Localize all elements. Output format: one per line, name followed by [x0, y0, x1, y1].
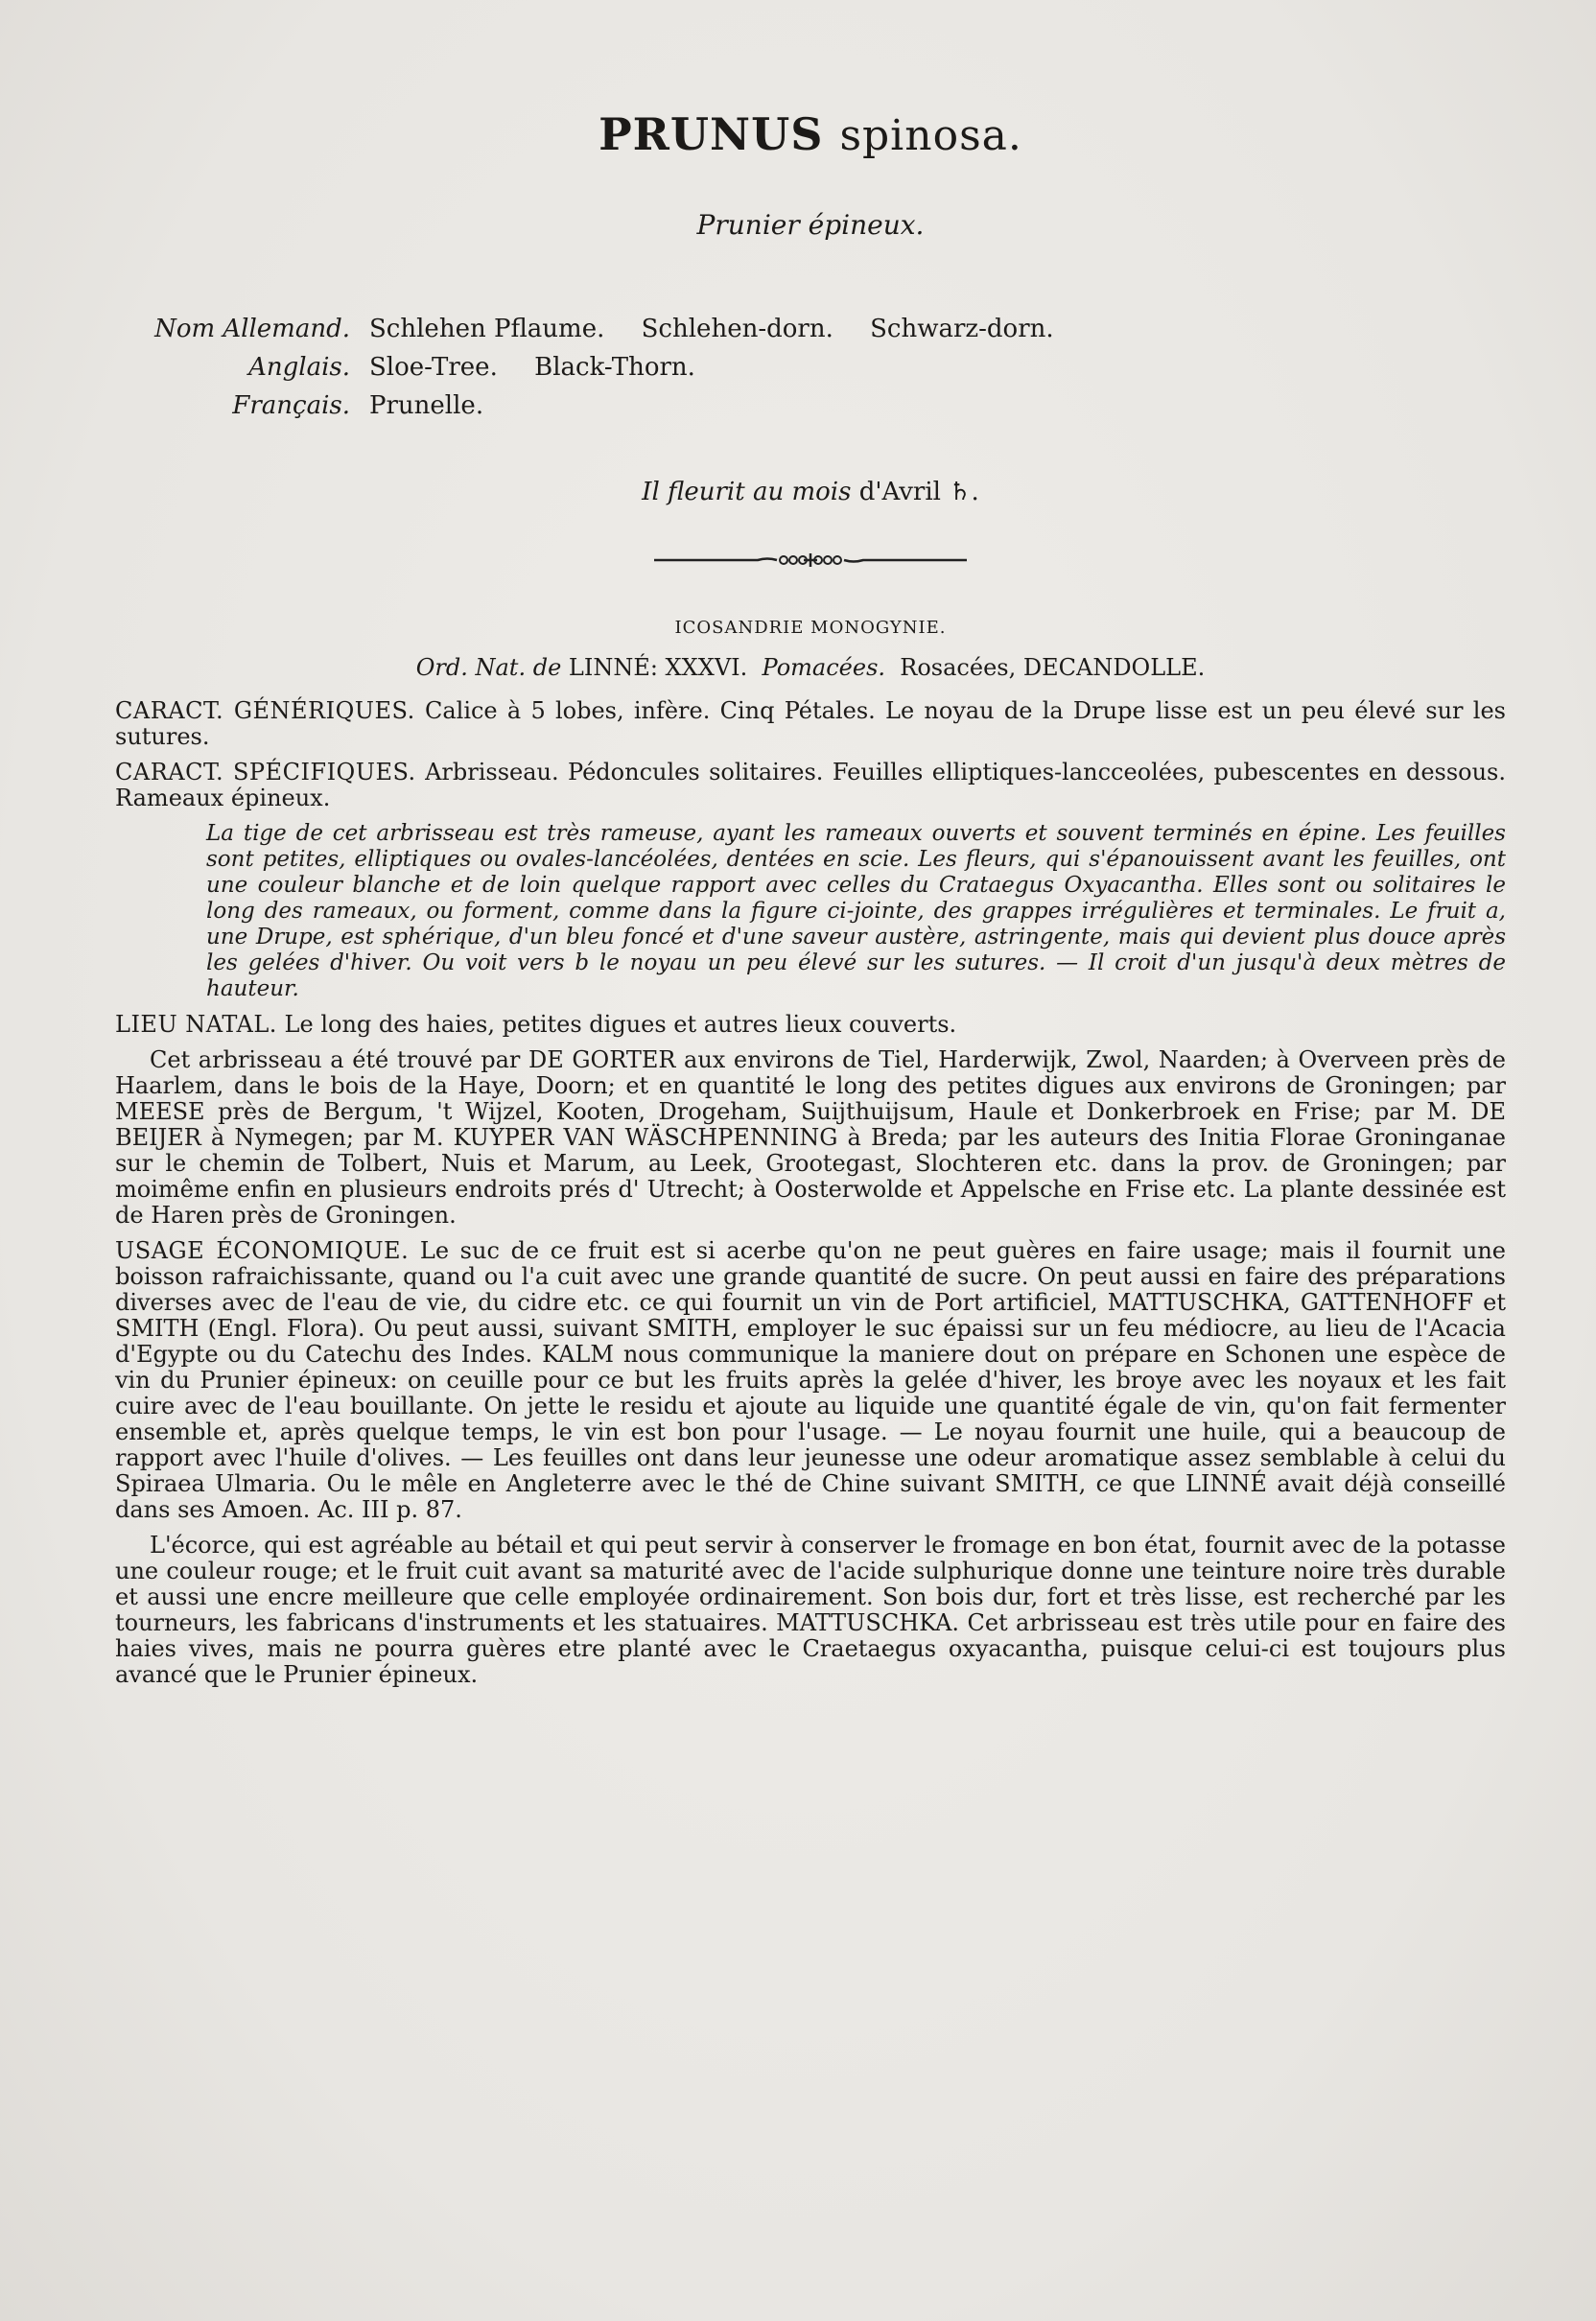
order-family: Pomacées. [762, 654, 886, 681]
name-value: Prunelle. [369, 391, 484, 420]
flowering-line [115, 478, 1506, 516]
section-text: Arbrisseau. Pédoncules solitaires. Feuilles elliptiques-lancceolées, pubescentes en dessous. Rameaux épineux. [115, 759, 1506, 811]
natural-habitat [115, 1012, 1506, 1038]
page-title [115, 106, 1506, 163]
description: La tige de cet arbrisseau est très rameuse, ayant les rameaux ouverts et souvent terminés en épine. Les feuilles sont petites, elliptiques ou ovales-lancéolées, dentées en scie. Les fleurs, qui s'épanouissent avant les feuilles, ont une couleur blanche et de loin quelque rapport avec celles du Crataegus Oxyacantha. Elles sont ou solitaires le long des rameaux, ou forment, comme dans la figure ci-jointe, des grappes irrégulières et terminales. Le fruit a, une Drupe, est sphérique, d'un bleu foncé et d'une saveur austère, astringente, mais qui devient plus douce après les gelées d'hiver. Ou voit vers b le noyau un peu élevé sur les sutures. — Il croit d'un jusqu'à deux mètres de hauteur. [206, 821, 1506, 1001]
title-genus: PRUNUS [598, 108, 824, 160]
shrub-symbol: ♄. [949, 478, 979, 506]
name-value: Black-Thorn. [534, 353, 695, 382]
subtitle: Prunier épineux. [696, 209, 925, 241]
section-label: USAGE ÉCONOMIQUE. [115, 1237, 410, 1264]
locations: Cet arbrisseau a été trouvé par DE GORTER aux environs de Tiel, Harderwijk, Zwol, Naarden; à Overveen près de Haarlem, dans le bois de la Haye, Doorn; et en quantité le long des petites digues aux environs de Groningen; par MEESE près de Bergum, 't Wijzel, Kooten, Drogeham, Suijthuijsum, Haule et Donkerbroek en Frise; par M. DE BEIJER à Nymegen; par M. KUYPER VAN WÄSCHPENNING à Breda; par les auteurs des Initia Florae Groninganae sur le chemin de Tolbert, Nuis et Marum, au Leek, Grootegast, Slochteren etc. dans la prov. de Groningen; par moimême enfin en plusieurs endroits prés d' Utrecht; à Oosterwolde et Appelsche en Frise etc. La plante dessinée est de Haren près de Groningen. [115, 1046, 1506, 1229]
generic-characters [115, 698, 1506, 750]
classification: ICOSANDRIE MONOGYNIE. [674, 618, 947, 638]
name-row-english [153, 353, 1506, 391]
section-label: CARACT. SPÉCIFIQUES. [115, 759, 416, 785]
common-names [153, 315, 1506, 430]
specific-characters [115, 760, 1506, 811]
order-prefix: Ord. Nat. de [415, 654, 562, 681]
name-label: Français. [232, 391, 350, 420]
name-value: Sloe-Tree. [369, 353, 498, 382]
section-text: Calice à 5 lobes, infère. Cinq Pétales. Le noyau de la Drupe lisse est un peu élevé sur les sutures. [115, 697, 1506, 750]
name-row-french [153, 391, 1506, 430]
order-family-alt: Rosacées, [900, 654, 1017, 681]
order-author: LINNÉ [568, 654, 650, 681]
name-value: Schlehen Pflaume. [369, 315, 605, 343]
section-label: CARACT. GÉNÉRIQUES. [115, 697, 415, 724]
name-values [369, 315, 1083, 343]
section-text: Le long des haies, petites digues et autres lieux couverts. [284, 1011, 957, 1038]
flowering-italic: Il fleurit au mois [642, 478, 852, 506]
name-values [369, 391, 512, 420]
section-label: LIEU NATAL. [115, 1011, 277, 1038]
section-text: Le suc de ce fruit est si acerbe qu'on ne peut guères en faire usage; mais il fournit une boisson rafraichissante, quand ou l'a cuit avec une grande quantité de sucre. On peut aussi en faire des préparations diverses avec de l'eau de vie, du cidre etc. ce qui fournit un vin de Port artificiel, MATTUSCHKA, GATTENHOFF et SMITH (Engl. Flora). Ou peut aussi, suivant SMITH, employer le suc épaissi sur un feu médiocre, au lieu de l'Acacia d'Egypte ou du Catechu des Indes. KALM nous communique la maniere dout on prépare en Schonen une espèce de vin du Prunier épineux: on ceuille pour ce but les fruits après la gelée d'hiver, les broye avec les noyaux et les fait cuire avec de l'eau bouillante. On jette le residu et ajoute au liquide une quantité égale de vin, qu'on fait fermenter ensemble et, après quelque temps, le vin est bon pour l'usage. — Le noyau fournit une huile, qui a beaucoup de rapport avec l'huile d'olives. — Les feuilles ont dans leur jeunesse une odeur aromatique assez semblable à celui du Spiraea Ulmaria. Ou le mêle en Angleterre avec le thé de Chine suivant SMITH, ce que LINNÉ avait déjà conseillé dans ses Amoen. Ac. III p. 87. [115, 1237, 1506, 1523]
bark-uses: L'écorce, qui est agréable au bétail et qui peut servir à conserver le fromage en bon état, fournit avec de la potasse une couleur rouge; et le fruit cuit avant sa maturité avec de l'acide sulphurique donne une teinture noire très durable et aussi une encre meilleure que celle employée ordinairement. Son bois dur, fort et très lisse, est recherché par les tourneurs, les fabricans d'instruments et les statuaires. MATTUSCHKA. Cet arbrisseau est très utile pour en faire des haies vives, mais ne pourra guères etre planté avec le Craetaegus oxyacantha, puisque celui-ci est toujours plus avancé que le Prunier épineux. [115, 1532, 1506, 1688]
ornamental-divider [652, 551, 969, 570]
natural-order [115, 654, 1506, 689]
title-species: spinosa. [839, 111, 1022, 160]
name-value: Schwarz-dorn. [870, 315, 1054, 343]
economic-use [115, 1238, 1506, 1523]
order-author-alt: DECANDOLLE. [1022, 654, 1206, 681]
name-value: Schlehen-dorn. [641, 315, 833, 343]
order-number: : XXXVI. [649, 654, 748, 681]
name-values [369, 353, 724, 382]
flowering-month: d'Avril [858, 478, 941, 506]
content [115, 106, 1506, 1688]
name-row-german [153, 315, 1506, 353]
name-label: Nom Allemand. [154, 315, 350, 343]
name-label: Anglais. [248, 353, 350, 382]
